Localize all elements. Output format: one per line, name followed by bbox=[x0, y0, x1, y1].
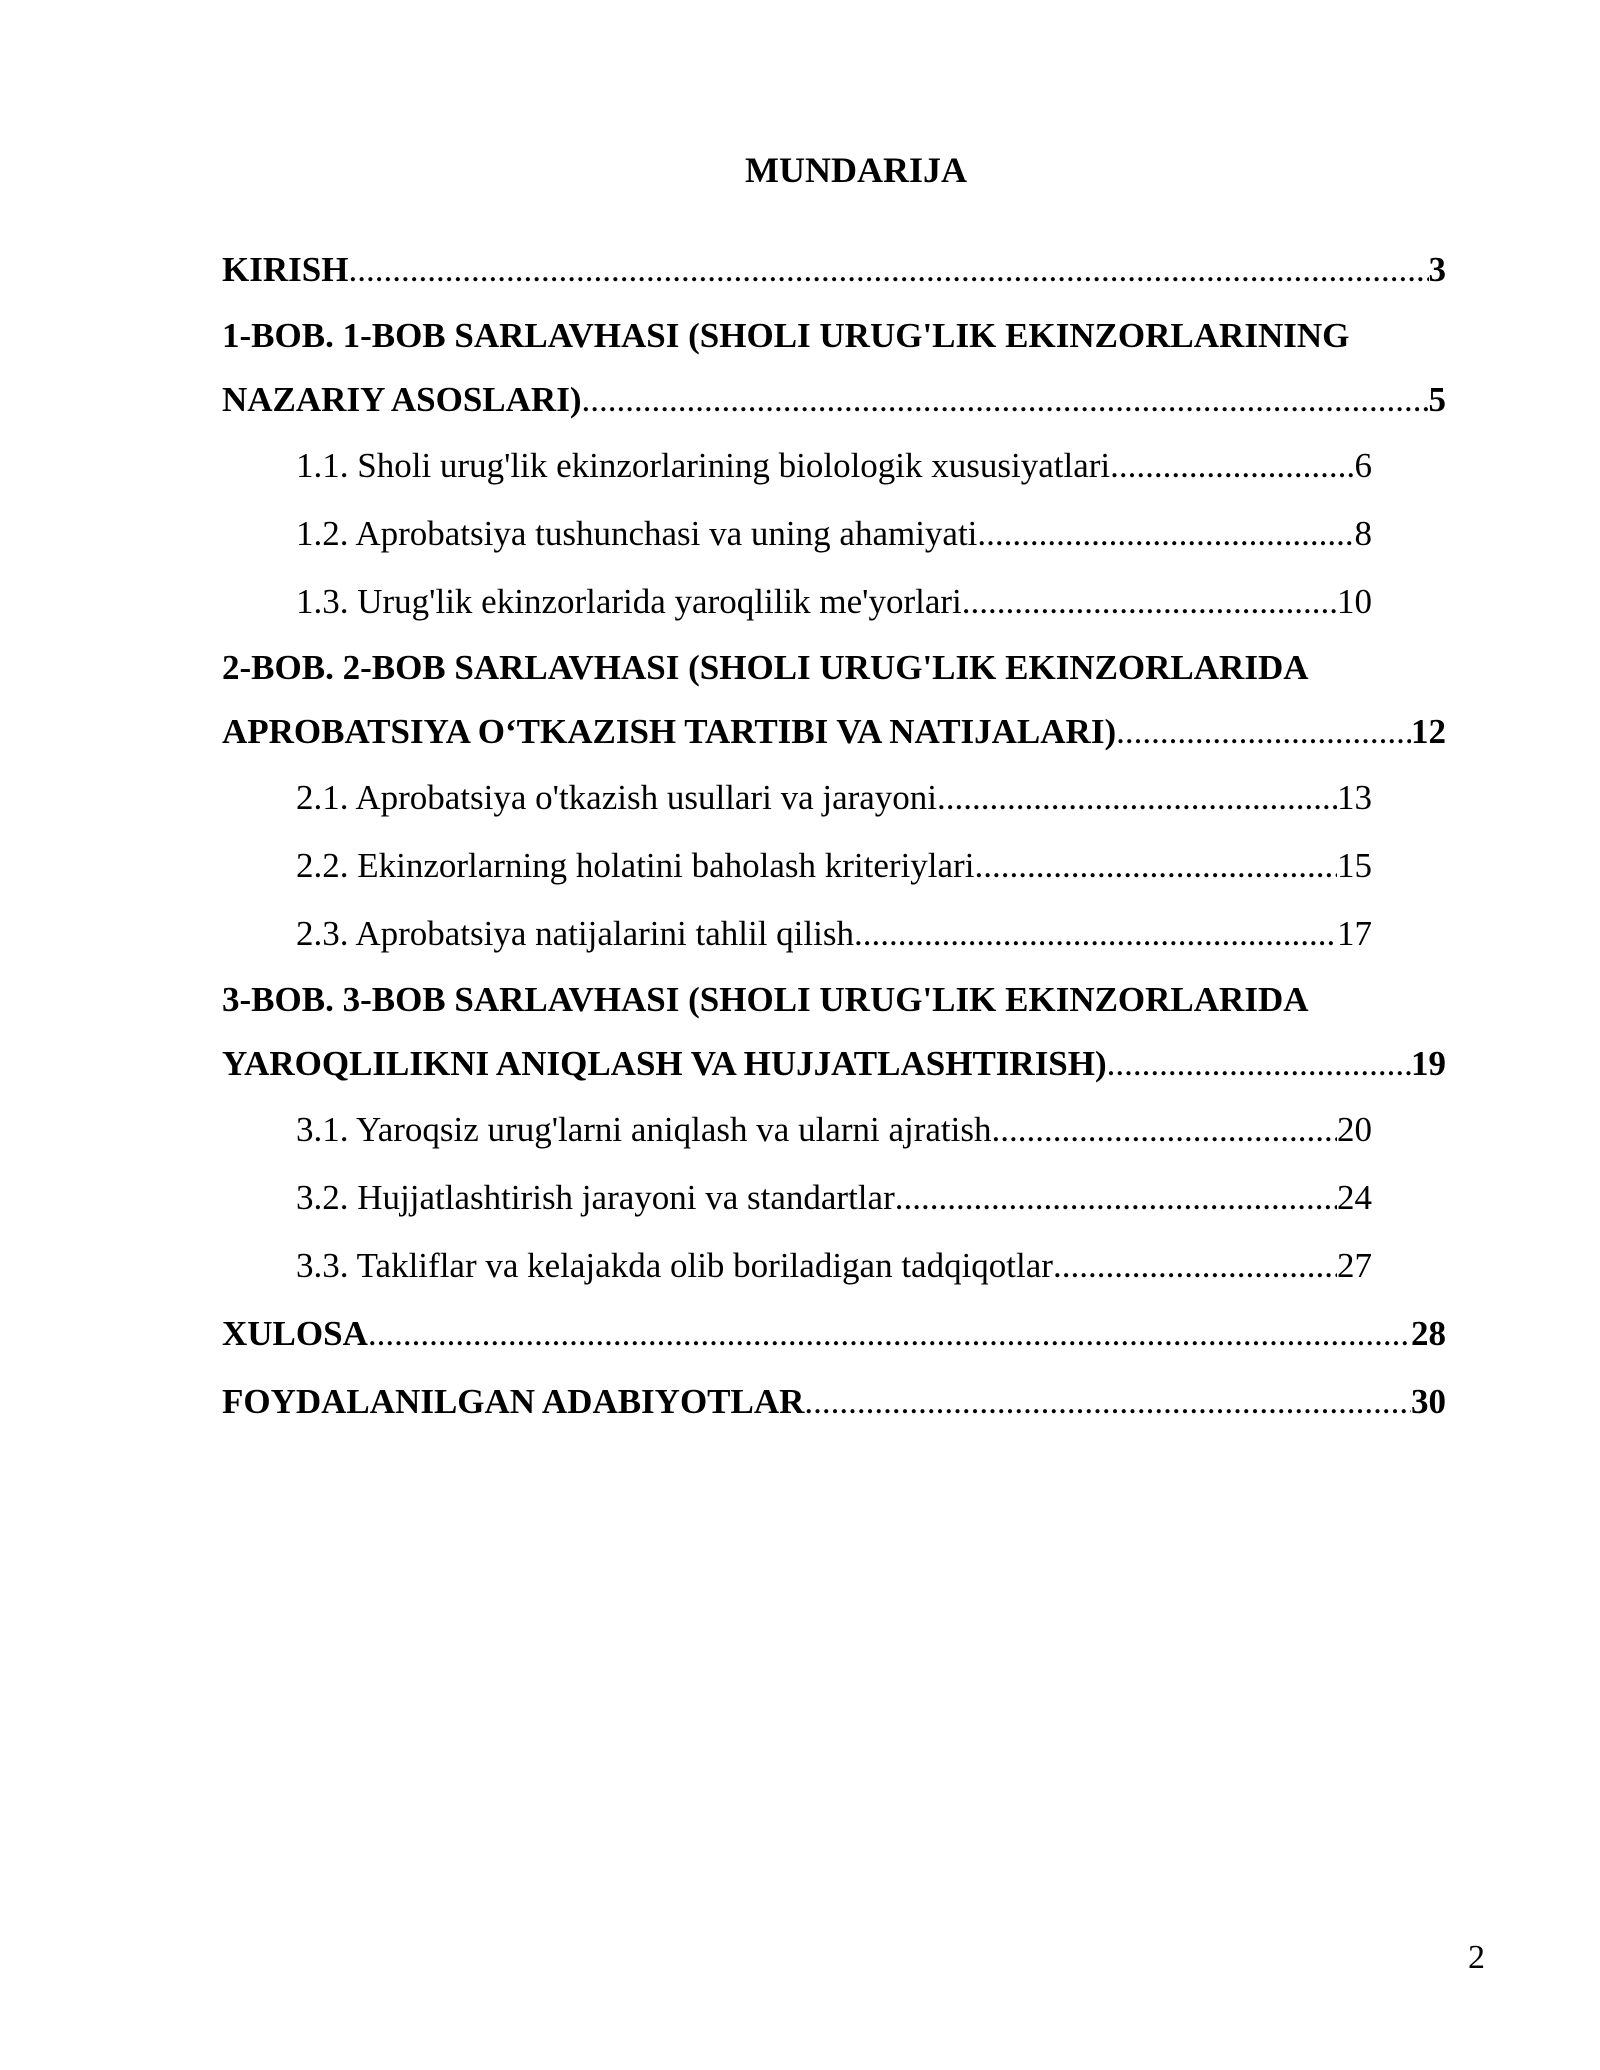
toc-page-number: 13 bbox=[1337, 778, 1372, 817]
toc-entry-label: XULOSA bbox=[222, 1314, 368, 1353]
toc-page-number: 17 bbox=[1337, 914, 1372, 953]
toc-page-number: 6 bbox=[1354, 446, 1372, 485]
toc-entry-adabiyotlar bbox=[222, 1368, 1446, 1436]
toc-entry-1-1 bbox=[222, 432, 1372, 500]
dot-leader bbox=[1053, 1232, 1337, 1300]
toc-entry-3-2 bbox=[222, 1164, 1372, 1232]
dot-leader bbox=[974, 832, 1337, 900]
toc-entry-kirish bbox=[222, 236, 1446, 304]
toc-entry-label: 1.1. Sholi urug'lik ekinzorlarining biolologik xususiyatlari bbox=[296, 446, 1111, 485]
toc-entry-1-3 bbox=[222, 568, 1372, 636]
dot-leader bbox=[368, 1300, 1411, 1368]
toc-page-number: 8 bbox=[1354, 514, 1372, 553]
dot-leader bbox=[348, 236, 1428, 304]
dot-leader bbox=[1107, 1032, 1411, 1096]
toc-entry-label: 3.3. Takliflar va kelajakda olib boriladigan tadqiqotlar bbox=[296, 1246, 1053, 1285]
toc-entry-2-3 bbox=[222, 900, 1372, 968]
dot-leader bbox=[1110, 432, 1354, 500]
dot-leader bbox=[962, 568, 1337, 636]
dot-leader bbox=[854, 900, 1337, 968]
toc-page-number: 12 bbox=[1411, 712, 1446, 751]
toc-entry-2-1 bbox=[222, 764, 1372, 832]
toc-page-number: 28 bbox=[1411, 1314, 1446, 1353]
toc-entry-bob2 bbox=[222, 636, 1446, 764]
toc-entry-1-2 bbox=[222, 500, 1372, 568]
toc-entry-3-1 bbox=[222, 1096, 1372, 1164]
toc-entry-label: 2.3. Aprobatsiya natijalarini tahlil qilish bbox=[296, 914, 854, 953]
toc-entry-label: FOYDALANILGAN ADABIYOTLAR bbox=[222, 1382, 805, 1421]
dot-leader bbox=[804, 1368, 1411, 1436]
dot-leader bbox=[937, 764, 1337, 832]
toc-entry-label: 1.3. Urug'lik ekinzorlarida yaroqlilik me'yorlari bbox=[296, 582, 962, 621]
table-of-contents bbox=[222, 236, 1446, 1436]
dot-leader bbox=[895, 1164, 1337, 1232]
toc-page-number: 24 bbox=[1337, 1178, 1372, 1217]
toc-page-number: 30 bbox=[1411, 1382, 1446, 1421]
toc-entry-label-line1: 2-BOB. 2-BOB SARLAVHASI (SHOLI URUG'LIK EKINZORLARIDA bbox=[222, 648, 1309, 687]
page-title: MUNDARIJA bbox=[745, 150, 967, 190]
toc-entry-label: 3.1. Yaroqsiz urug'larni aniqlash va ularni ajratish bbox=[296, 1110, 992, 1149]
toc-page-number: 19 bbox=[1411, 1044, 1446, 1083]
toc-entry-label-line2: YAROQLILIKNI ANIQLASH VA HUJJATLASHTIRISH) bbox=[222, 1044, 1107, 1083]
toc-entry-label: 1.2. Aprobatsiya tushunchasi va uning ahamiyati bbox=[296, 514, 978, 553]
dot-leader bbox=[977, 500, 1354, 568]
dot-leader bbox=[1116, 700, 1411, 764]
toc-page-number: 5 bbox=[1428, 380, 1446, 419]
toc-entry-bob3 bbox=[222, 968, 1446, 1096]
dot-leader bbox=[991, 1096, 1337, 1164]
toc-page-number: 20 bbox=[1337, 1110, 1372, 1149]
toc-entry-bob1 bbox=[222, 304, 1446, 432]
dot-leader bbox=[581, 368, 1428, 432]
toc-entry-label: 2.1. Aprobatsiya o'tkazish usullari va jarayoni bbox=[296, 778, 938, 817]
toc-entry-label: 3.2. Hujjatlashtirish jarayoni va standartlar bbox=[296, 1178, 895, 1217]
toc-entry-label-line2: NAZARIY ASOSLARI) bbox=[222, 380, 582, 419]
toc-page-number: 3 bbox=[1428, 250, 1446, 289]
page-number: 2 bbox=[1468, 1939, 1485, 1976]
toc-entry-label: KIRISH bbox=[222, 250, 349, 289]
toc-entry-xulosa bbox=[222, 1300, 1446, 1368]
toc-entry-3-3 bbox=[222, 1232, 1372, 1300]
toc-entry-label-line2: APROBATSIYA O‘TKAZISH TARTIBI VA NATIJALARI) bbox=[222, 712, 1117, 751]
toc-entry-label: 2.2. Ekinzorlarning holatini baholash kriteriylari bbox=[296, 846, 975, 885]
toc-page-number: 10 bbox=[1337, 582, 1372, 621]
toc-entry-label-line1: 3-BOB. 3-BOB SARLAVHASI (SHOLI URUG'LIK EKINZORLARIDA bbox=[222, 980, 1309, 1019]
toc-entry-label-line1: 1-BOB. 1-BOB SARLAVHASI (SHOLI URUG'LIK EKINZORLARINING bbox=[222, 316, 1350, 355]
toc-page-number: 15 bbox=[1337, 846, 1372, 885]
toc-page-number: 27 bbox=[1337, 1246, 1372, 1285]
toc-entry-2-2 bbox=[222, 832, 1372, 900]
